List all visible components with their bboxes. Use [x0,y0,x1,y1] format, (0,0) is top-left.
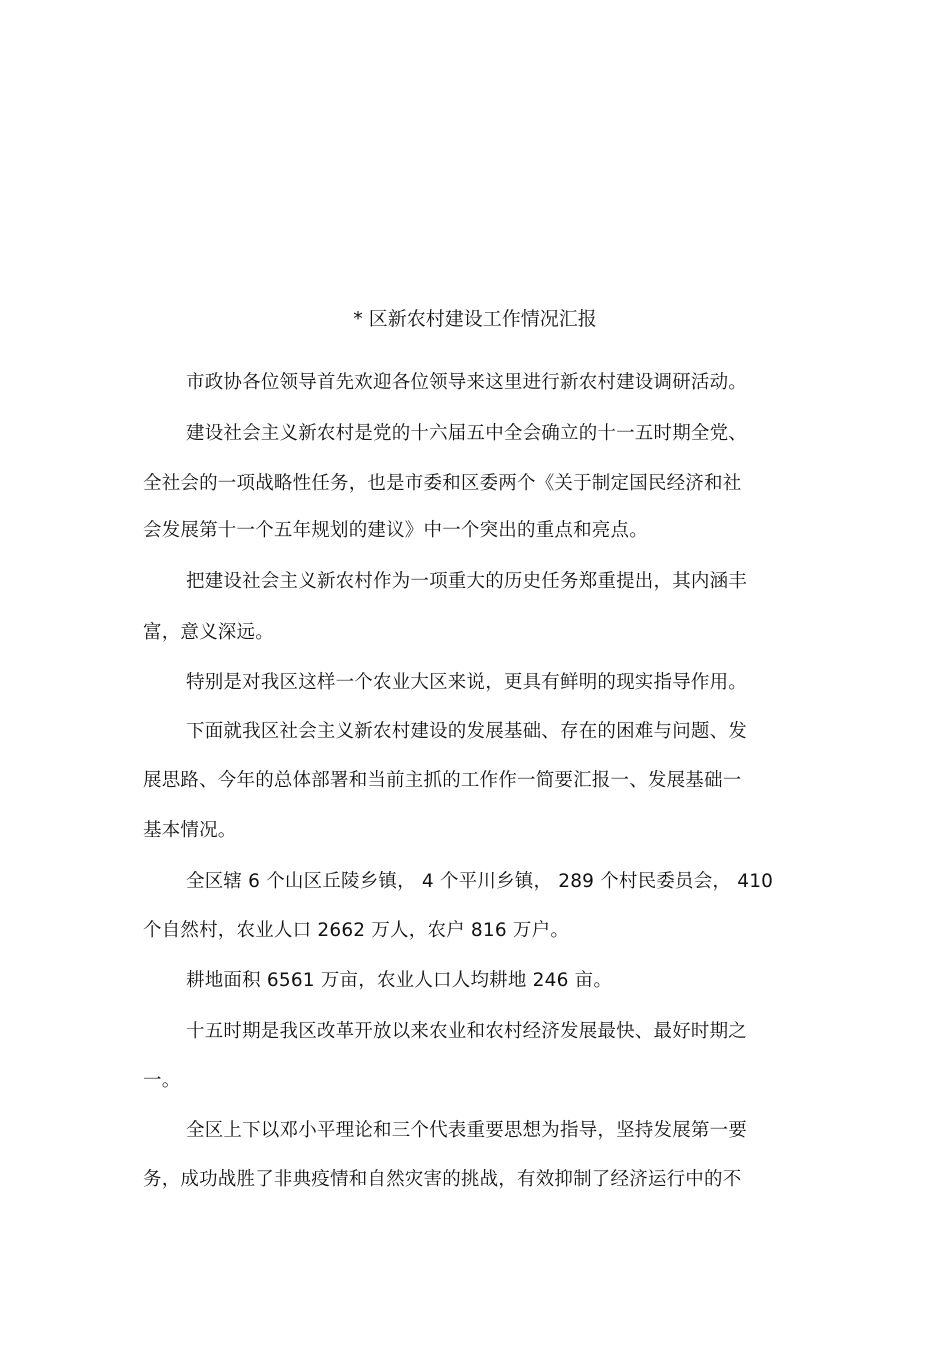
paragraph-line: 特别是对我区这样一个农业大区来说，更具有鲜明的现实指导作用。 [186,672,748,693]
paragraph-line: 耕地面积 6561 万亩，农业人口人均耕地 246 亩。 [186,970,613,991]
paragraph-line: 富，意义深远。 [143,622,274,643]
document-title: * 区新农村建设工作情况汇报 [353,308,597,330]
paragraph-line: 务，成功战胜了非典疫情和自然灾害的挑战，有效抑制了经济运行中的不 [143,1169,742,1190]
paragraph-line: 全社会的一项战略性任务，也是市委和区委两个《关于制定国民经济和社 [143,473,742,494]
paragraph-line: 市政协各位领导首先欢迎各位领导来这里进行新农村建设调研活动。 [186,372,748,393]
paragraph-line: 把建设社会主义新农村作为一项重大的历史任务郑重提出，其内涵丰 [186,571,748,592]
paragraph-line: 个自然村，农业人口 2662 万人，农户 816 万户。 [143,920,570,941]
paragraph-line: 基本情况。 [143,820,237,841]
paragraph-line: 一。 [143,1070,181,1091]
paragraph-line: 十五时期是我区改革开放以来农业和农村经济发展最快、最好时期之 [186,1021,748,1042]
paragraph-line: 下面就我区社会主义新农村建设的发展基础、存在的困难与问题、发 [186,721,748,742]
paragraph-line: 展思路、今年的总体部署和当前主抓的工作作一简要汇报一、发展基础一 [143,770,742,791]
paragraph-line: 全区上下以邓小平理论和三个代表重要思想为指导，坚持发展第一要 [186,1120,748,1141]
paragraph-line: 全区辖 6 个山区丘陵乡镇， 4 个平川乡镇， 289 个村民委员会， 410 [186,871,774,892]
paragraph-line: 建设社会主义新农村是党的十六届五中全会确立的十一五时期全党、 [186,423,748,444]
paragraph-line: 会发展第十一个五年规划的建议》中一个突出的重点和亮点。 [143,520,648,541]
